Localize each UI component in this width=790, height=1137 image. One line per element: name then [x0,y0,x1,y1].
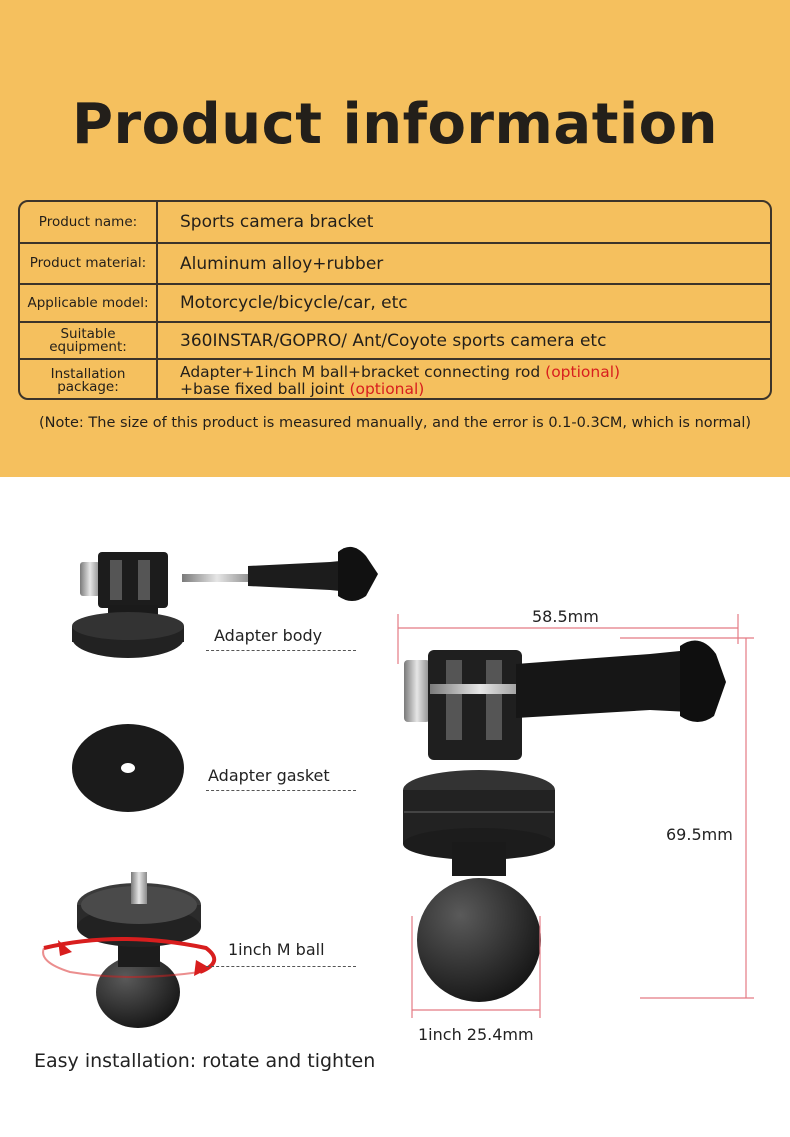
leader-line [206,966,356,967]
dimension-height-label: 69.5mm [666,825,733,844]
measurement-note: (Note: The size of this product is measured manually, and the error is 0.1-0.3CM, which is normal) [38,415,752,431]
adapter-body-image [72,552,184,658]
adapter-gasket-image [72,724,184,812]
spec-label: Product material: [20,244,158,283]
spec-value: Motorcycle/bicycle/car, etc [180,293,408,313]
spec-value: Adapter+1inch M ball+bracket connecting rod (optional) +base fixed ball joint (optional) [180,363,621,398]
installation-caption: Easy installation: rotate and tighten [34,1050,376,1072]
spec-value: Aluminum alloy+rubber [180,253,384,274]
label-m-ball: 1inch M ball [228,940,325,959]
optional-tag: (optional) [349,380,425,398]
leader-line [206,650,356,651]
page-title: Product information [71,92,718,157]
spec-value: Sports camera bracket [180,212,374,232]
optional-tag: (optional) [545,363,621,381]
spec-label: Product name: [20,202,158,242]
dimension-width-label: 58.5mm [532,607,599,626]
spec-label: Suitable equipment: [20,323,158,358]
m-ball-image [43,872,214,1028]
dimension-ball-label: 1inch 25.4mm [418,1025,534,1044]
spec-label: Applicable model: [20,285,158,321]
spec-value: 360INSTAR/GOPRO/ Ant/Coyote sports camera etc [180,330,607,351]
assembled-mount-image [403,641,726,1002]
label-adapter-body: Adapter body [214,626,323,645]
spec-label: Installation package: [20,360,158,400]
leader-line [206,790,356,791]
label-adapter-gasket: Adapter gasket [208,766,330,785]
screw-rod-image [182,547,378,601]
